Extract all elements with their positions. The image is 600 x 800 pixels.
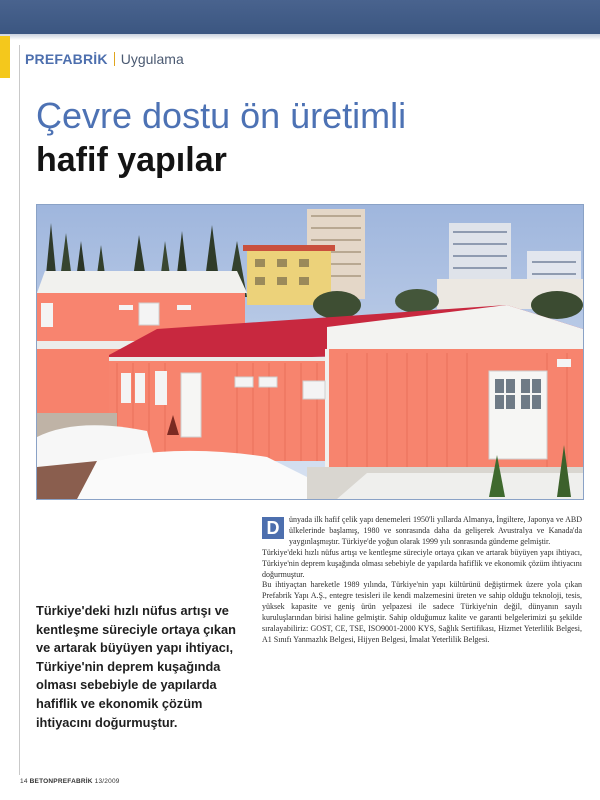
section-header bbox=[25, 51, 184, 67]
footer-brand-b: PREFABRİK bbox=[53, 778, 93, 785]
paragraph-3: Bu ihtiyaçtan hareketle 1989 yılında, Türkiye'nin yapı kültürünü değiştirmek üzere yola çıkan Prefabrik Yapı A.Ş., entegre tesisleri ile kendi malzemesini üreten ve sahip olduğu teknoloji, tesis, yüksek kapasite ve geniş ürün yelpazesi ile sadece Türkiye'nin değil, dünyanın sayılı kuruluşlarından birisi haline gelmiştir. Sahip olduğumuz kalite ve garanti belgelerimizi şu şekilde sıralayabiliriz: GOST, CE, TSE, ISO9001-2000 KYS, Sağlık Sertifikası, Hizmet Yeterlilik Belgesi, A1 Sınıfı Yanmazlık Belgesi, Hijyen Belgesi, İmalat Yeterlilik Belgesi. bbox=[262, 580, 582, 644]
paragraph-1-text: ünyada ilk hafif çelik yapı denemeleri 1950'li yıllarda Almanya, İngiltere, Japonya ve ABD ülkelerinde başlamış, 1980 ve sonrasında daha da gelişerek Avustralya ve Kanada'da yaygınlaşmıştır. Türkiye'de yoğun olarak 1999 yılı sonrasında gündeme gelmiştir. bbox=[289, 515, 582, 546]
article-photo bbox=[36, 204, 584, 500]
footer-brand-a: BETON bbox=[29, 778, 54, 785]
issue-number: 13/2009 bbox=[94, 778, 120, 785]
drop-cap: D bbox=[262, 517, 284, 539]
prefab-buildings-illustration bbox=[37, 205, 583, 499]
article-title-line1: Çevre dostu ön üretimli bbox=[36, 95, 407, 136]
top-banner bbox=[0, 0, 600, 34]
header-separator bbox=[114, 52, 115, 66]
page-number: 14 bbox=[20, 778, 28, 785]
article-body bbox=[262, 515, 582, 646]
paragraph-2: Türkiye'deki hızlı nüfus artışı ve kentleşme süreciyle ortaya çıkan ve artarak büyüyen yapı ihtiyacı, Türkiye'nin deprem kuşağında olması sebebiyle de yapılarda hafiflik ve ekonomik çözüm ihtiyacını doğurmuştur. bbox=[262, 547, 582, 579]
paragraph-1 bbox=[262, 515, 582, 548]
pull-quote: Türkiye'deki hızlı nüfus artışı ve kentleşme süreciyle ortaya çıkan ve artarak büyüyen yapı ihtiyacı, Türkiye'nin deprem kuşağında olması sebebiyle de yapılarda hafiflik ve ekonomik çözüm ihtiyacını doğurmuştur. bbox=[36, 603, 236, 730]
margin-rule bbox=[19, 45, 20, 775]
page-footer bbox=[20, 778, 120, 785]
top-banner-fade bbox=[0, 34, 600, 40]
magazine-brand: PREFABRİK bbox=[25, 51, 108, 67]
article-title-line2: hafif yapılar bbox=[36, 141, 227, 179]
corner-accent-mark bbox=[0, 36, 10, 78]
section-label: Uygulama bbox=[120, 51, 184, 67]
